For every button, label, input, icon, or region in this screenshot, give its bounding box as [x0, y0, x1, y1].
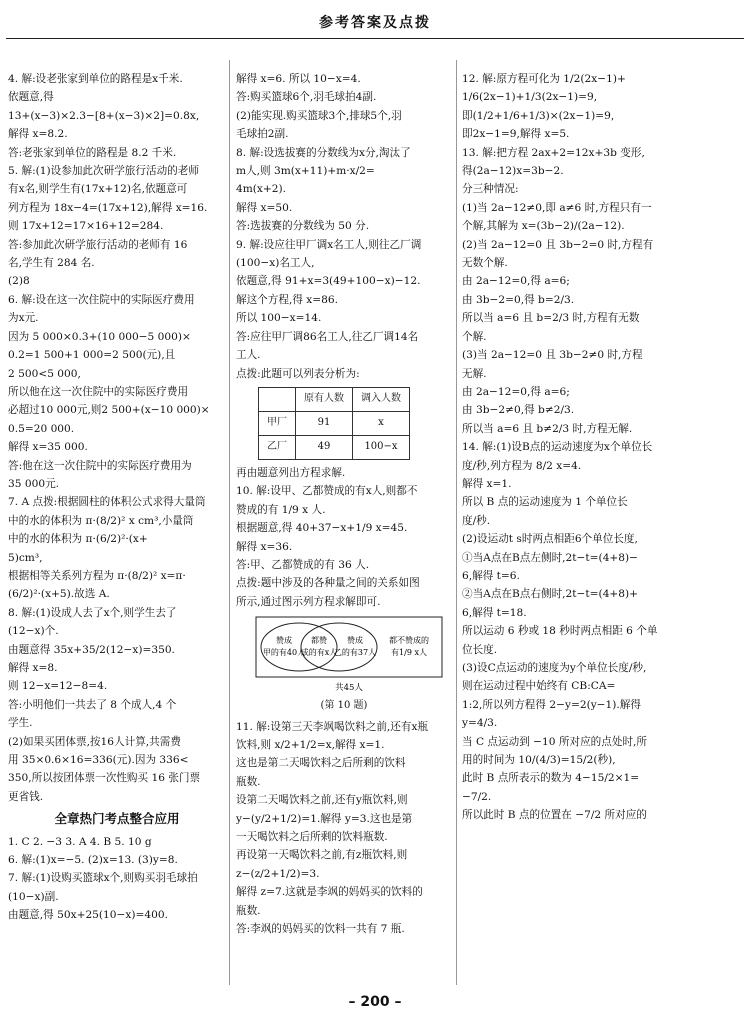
venn-circle-left — [261, 623, 337, 671]
column-divider — [229, 60, 230, 985]
answer-line: 所以运动 6 秒或 18 秒时两点相距 6 个单 — [462, 625, 658, 638]
answer-line: 毛球拍2副. — [236, 128, 289, 141]
answer-line: 由 2a−12=0,得 a=6; — [462, 275, 570, 288]
answer-line: 0.5=20 000. — [8, 422, 75, 435]
answer-line: (2)当 2a−12=0 且 3b−2=0 时,方程有 — [462, 238, 654, 251]
column-2 — [236, 70, 452, 980]
answer-line: 14. 解:(1)设B点的运动速度为x个单位长 — [462, 441, 653, 454]
answer-line: 7. 解:(1)设购买篮球x个,则购买羽毛球拍 — [8, 872, 198, 885]
venn-outside-2: 有1/9 x人 — [391, 648, 427, 658]
table-cell: 乙厂 — [259, 435, 296, 459]
answer-line: 用 35×0.6×16=336(元).因为 336< — [8, 754, 189, 767]
answer-line: 解这个方程,得 x=86. — [236, 293, 338, 306]
answer-line: 由题意得 35x+35/2(12−x)=350. — [8, 643, 175, 656]
answer-line: z−(z/2+1/2)=3. — [236, 867, 320, 880]
answer-line: 则 17x+12=17×16+12=284. — [8, 220, 164, 233]
answer-line: 无数个解. — [462, 257, 508, 270]
answer-line: 7. A 点拨:根据圆柱的体积公式求得大量筒 — [8, 496, 206, 509]
answer-line: 中的水的体积为 π·(8/2)² x cm³,小量筒 — [8, 514, 194, 527]
answer-line: 当 C 点运动到 −10 所对应的点处时,所 — [462, 735, 648, 748]
answer-line: 350,所以按团体票一次性购买 16 张门票 — [8, 772, 201, 785]
venn-left-2: 甲的有40人 — [262, 648, 306, 658]
venn-outside-1: 都不赞成的 — [389, 636, 429, 646]
table-cell: x — [353, 411, 410, 435]
figure-caption: (第 10 题) — [320, 700, 368, 712]
answer-line: 工人. — [236, 349, 261, 362]
answer-line: 答:李飒的妈妈买的饮料一共有 7 瓶. — [236, 923, 405, 936]
answer-line: 所示,通过图示列方程求解即可. — [236, 595, 381, 608]
answer-line: 无解. — [462, 367, 487, 380]
answer-line: 9. 解:设应往甲厂调x名工人,则往乙厂调 — [236, 238, 422, 251]
answer-line: m人,则 3m(x+11)+m·x/2= — [236, 165, 375, 178]
page-number: – 200 – — [348, 994, 402, 1010]
answer-line: 答:选拔赛的分数线为 50 分. — [236, 220, 370, 233]
answer-line: 由题意,得 50x+25(10−x)=400. — [8, 909, 168, 922]
answer-line: 6,解得 t=6. — [462, 569, 520, 582]
answer-line: 8. 解:(1)设成人去了x个,则学生去了 — [8, 606, 177, 619]
answer-line: 解得 x=36. — [236, 540, 293, 553]
answer-line: (2)8 — [8, 275, 30, 288]
table-cell: 91 — [296, 411, 353, 435]
answer-line: 位长度. — [462, 643, 498, 656]
answer-line: 6. 解:(1)x=−5. (2)x=13. (3)y=8. — [8, 854, 178, 867]
column-3 — [462, 70, 738, 980]
answer-line: ②当A点在B点右侧时,2t−t=(4+8)+ — [462, 588, 639, 601]
answer-line: 设第二天喝饮料之前,还有y瓶饮料,则 — [236, 794, 408, 807]
column-divider — [456, 60, 457, 985]
answer-line: 0.2=1 500+1 000=2 500(元),且 — [8, 349, 176, 362]
answer-line: 为x元. — [8, 312, 39, 325]
answer-line: 1/6(2x−1)+1/3(2x−1)=9, — [462, 91, 598, 104]
answer-line: 饮料,则 x/2+1/2=x,解得 x=1. — [236, 738, 385, 751]
answer-line: 所以此时 B 点的位置在 −7/2 所对应的 — [462, 809, 647, 822]
answer-line: 答:应往甲厂调86名工人,往乙厂调14名 — [236, 330, 419, 343]
venn-left-1: 赞成 — [276, 636, 292, 646]
answer-line: 瓶数. — [236, 904, 261, 917]
answer-line: 解得 z=7.这就是李飒的妈妈买的饮料的 — [236, 886, 423, 899]
answer-line: 因为 5 000×0.3+(10 000−5 000)× — [8, 330, 191, 343]
answer-line: 1:2,所以列方程得 2−y=2(y−1).解得 — [462, 698, 641, 711]
table-cell: 49 — [296, 435, 353, 459]
answer-line: 11. 解:设第三天李飒喝饮料之前,还有x瓶 — [236, 720, 429, 733]
answer-line: 度/秒. — [462, 514, 491, 527]
answer-line: 8. 解:设选拔赛的分数线为x分,淘汰了 — [236, 146, 411, 159]
page-header: 参考答案及点拨 — [319, 15, 431, 31]
answer-line: 5. 解:(1)设参加此次研学旅行活动的老师 — [8, 165, 199, 178]
answer-line: 所以 100−x=14. — [236, 312, 322, 325]
answer-line: 解得 x=8. — [8, 662, 58, 674]
answer-line: 6. 解:设在这一次住院中的实际医疗费用 — [8, 293, 195, 306]
answer-line: 赞成的有 1/9 x 人. — [236, 503, 326, 516]
answer-line: 4. 解:设老张家到单位的路程是x千米. — [8, 73, 183, 85]
answer-line: 由 3b−2=0,得 b=2/3. — [462, 293, 575, 306]
answer-line: (3)设C点运动的速度为y个单位长度/秒, — [462, 662, 647, 674]
answer-line: 用的时间为 10/(4/3)=15/2(秒), — [462, 754, 616, 767]
answer-line: 2 500<5 000, — [8, 367, 81, 380]
answer-line: 有x名,则学生有(17x+12)名,依题意可 — [8, 183, 188, 196]
answer-line: 10. 解:设甲、乙都赞成的有x人,则都不 — [236, 485, 418, 498]
answer-line: (10−x)副. — [8, 890, 59, 903]
table-header-cell — [259, 387, 296, 411]
venn-total: 共45人 — [335, 683, 363, 694]
answer-line: 得(2a−12)x=3b−2. — [462, 165, 564, 178]
table-header-cell: 调入人数 — [353, 387, 410, 411]
answer-line: 瓶数. — [236, 775, 261, 788]
answer-line: 4m(x+2). — [236, 183, 287, 196]
answer-line: 名,学生有 284 名. — [8, 257, 95, 270]
answer-line: 1. C 2. −3 3. A 4. B 5. 10 g — [8, 835, 152, 848]
answer-line: 此时 B 点所表示的数为 4−15/2×1= — [462, 772, 640, 785]
answer-line: 依题意,得 91+x=3(49+100−x)−12. — [236, 275, 421, 288]
answer-line: 解得 x=1. — [462, 477, 512, 490]
answer-line: 个解,其解为 x=(3b−2)/(2a−12). — [462, 220, 625, 233]
header-rule — [6, 38, 744, 39]
answer-line: 所以他在这一次住院中的实际医疗费用 — [8, 385, 189, 398]
answer-line: (2)如果买团体票,按16人计算,共需费 — [8, 735, 181, 748]
section-title: 全章热门考点整合应用 — [54, 811, 180, 827]
worker-table — [258, 387, 410, 460]
answer-line: 根据相等关系列方程为 π·(8/2)² x=π· — [8, 569, 186, 582]
answer-line: 中的水的体积为 π·(6/2)²·(x+ — [8, 533, 148, 546]
table-header-cell: 原有人数 — [296, 387, 353, 411]
venn-diagram — [254, 615, 444, 695]
answer-line: 更省钱. — [8, 790, 44, 803]
answer-line: 再由题意列出方程求解. — [236, 466, 346, 479]
answer-line: 即(1/2+1/6+1/3)×(2x−1)=9, — [462, 109, 615, 122]
answer-line: 根据题意,得 40+37−x+1/9 x=45. — [236, 522, 408, 535]
column-1 — [8, 70, 226, 980]
answer-line: (2)能实现.购买篮球3个,排球5个,羽 — [236, 109, 402, 122]
answer-line: (1)当 2a−12≠0,即 a≠6 时,方程只有一 — [462, 201, 652, 214]
answer-line: 13. 解:把方程 2ax+2=12x+3b 变形, — [462, 146, 645, 159]
answer-line: 答:他在这一次住院中的实际医疗费用为 — [8, 459, 192, 472]
answer-line: 则在运动过程中始终有 CB:CA= — [462, 680, 616, 693]
answer-line: 则 12−x=12−8=4. — [8, 680, 108, 693]
answer-line: (6/2)²·(x+5).故选 A. — [8, 588, 110, 601]
answer-line: 答:购买篮球6个,羽毛球拍4副. — [236, 91, 377, 104]
answer-line: 学生. — [8, 717, 33, 730]
answer-line: 答:甲、乙都赞成的有 36 人. — [236, 558, 370, 571]
answer-line: 点拨:题中涉及的各种量之间的关系如图 — [236, 577, 420, 590]
answer-line: 答:老张家到单位的路程是 8.2 千米. — [8, 146, 177, 159]
answer-line: 这也是第二天喝饮料之后所剩的饮料 — [236, 757, 406, 770]
answer-line: y=4/3. — [462, 717, 498, 730]
answer-line: ①当A点在B点左侧时,2t−t=(4+8)− — [462, 551, 639, 564]
answer-line: (100−x)名工人, — [236, 257, 315, 270]
answer-line: 一天喝饮料之后所剩的饮料瓶数. — [236, 831, 388, 843]
answer-line: 13+(x−3)×2.3−[8+(x−3)×2]=0.8x, — [8, 109, 200, 122]
answer-line: 所以当 a=6 且 b=2/3 时,方程有无数 — [462, 312, 640, 325]
answer-line: (2)设运动t s时两点相距6个单位长度, — [462, 533, 638, 546]
answer-line: 所以当 a=6 且 b≠2/3 时,方程无解. — [462, 422, 633, 435]
answer-line: 由 3b−2≠0,得 b≠2/3. — [462, 404, 575, 417]
answer-line: 答:参加此次研学旅行活动的老师有 16 — [8, 238, 188, 251]
venn-right-1: 赞成 — [347, 636, 363, 646]
answer-line: 解得 x=8.2. — [8, 128, 68, 141]
answer-line: 即2x−1=9,解得 x=5. — [462, 128, 570, 141]
answer-line: 6,解得 t=18. — [462, 606, 527, 619]
answer-line: 答:小明他们一共去了 8 个成人,4 个 — [8, 698, 177, 711]
answer-line: 35 000元. — [8, 477, 60, 490]
venn-mid-2: 成的有x人 — [300, 648, 338, 658]
answer-line: −7/2. — [462, 790, 492, 803]
answer-line: 5)cm³, — [8, 551, 43, 564]
venn-circle-right — [301, 623, 377, 671]
venn-right-2: 乙的有37人 — [333, 648, 377, 658]
answer-line: 解得 x=35 000. — [8, 441, 88, 454]
answer-line: 解得 x=50. — [236, 201, 293, 214]
venn-mid-1: 都赞 — [311, 636, 327, 646]
answer-line: 由 2a−12=0,得 a=6; — [462, 385, 570, 398]
venn-universe — [256, 617, 442, 677]
table-cell: 100−x — [353, 435, 410, 459]
answer-line: 所以 B 点的运动速度为 1 个单位长 — [462, 496, 628, 509]
answer-line: y−(y/2+1/2)=1.解得 y=3.这也是第 — [236, 812, 413, 825]
table-cell: 甲厂 — [259, 411, 296, 435]
answer-line: (3)当 2a−12=0 且 3b−2≠0 时,方程 — [462, 349, 643, 362]
answer-line: 解得 x=6. 所以 10−x=4. — [236, 73, 361, 85]
answer-line: 再设第一天喝饮料之前,有z瓶饮料,则 — [236, 849, 408, 862]
answer-line: 个解. — [462, 330, 487, 343]
answer-line: 依题意,得 — [8, 91, 54, 104]
answer-line: 12. 解:原方程可化为 1/2(2x−1)+ — [462, 73, 626, 85]
answer-line: 点拨:此题可以列表分析为: — [236, 367, 360, 380]
answer-line: 列方程为 18x−4=(17x+12),解得 x=16. — [8, 201, 208, 214]
answer-line: 度/秒,列方程为 8/2 x=4. — [462, 459, 582, 472]
answer-line: (12−x)个. — [8, 625, 59, 638]
answer-line: 必超过10 000元,则2 500+(x−10 000)× — [8, 404, 210, 417]
answer-line: 分三种情况: — [462, 183, 519, 196]
